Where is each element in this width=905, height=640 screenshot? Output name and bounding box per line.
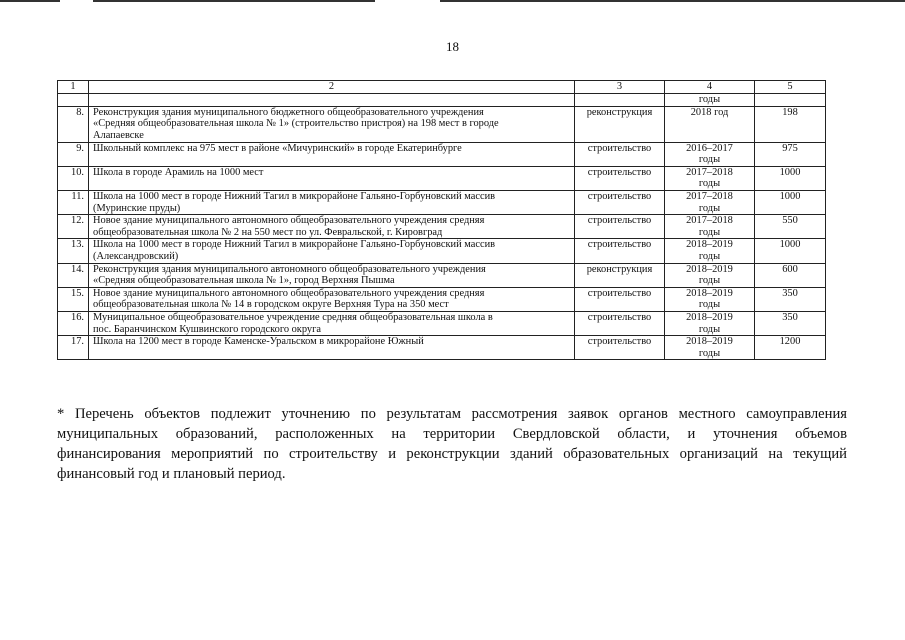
footnote-line: * Перечень объектов подлежит уточнению по результатам рассмотрения заявок органов местного самоуправления bbox=[57, 406, 847, 422]
table-header-row bbox=[58, 81, 826, 94]
object-name bbox=[89, 311, 575, 335]
object-name bbox=[89, 336, 575, 360]
implementation-years bbox=[665, 336, 755, 360]
column-capacity-header: 5 bbox=[755, 81, 826, 94]
object-name-line: Муниципальное общеобразовательное учреждение средняя общеобразовательная школа в bbox=[93, 311, 493, 323]
footnote-line: муниципальных образований, расположенных на территории Свердловской области, и уточнения объемов bbox=[57, 426, 847, 442]
object-name-line: Школа на 1000 мест в городе Нижний Тагил в микрорайоне Гальяно-Горбуновский массив bbox=[93, 190, 496, 202]
capacity: 1000 bbox=[755, 190, 826, 214]
table-row bbox=[58, 263, 826, 287]
school-objects-table bbox=[57, 80, 826, 360]
implementation-years bbox=[665, 311, 755, 335]
footnote-line: финансовый год и плановый период. bbox=[57, 466, 286, 482]
work-type: строительство bbox=[575, 166, 665, 190]
work-type: строительство bbox=[575, 311, 665, 335]
scan-top-rule-mid bbox=[93, 0, 375, 2]
object-name-line: общеобразовательная школа № 14 в городском округе Верхняя Тура на 350 мест bbox=[93, 299, 449, 311]
years-line: 2018–2019 bbox=[686, 287, 733, 299]
years-line: годы bbox=[698, 154, 721, 166]
table-row bbox=[58, 287, 826, 311]
table-row bbox=[58, 239, 826, 263]
years-line: годы bbox=[698, 299, 721, 311]
implementation-years bbox=[665, 190, 755, 214]
object-name bbox=[89, 215, 575, 239]
object-name bbox=[89, 190, 575, 214]
object-name-line: (Муринские пруды) bbox=[93, 202, 181, 214]
row-number: 14. bbox=[58, 263, 89, 287]
table-row bbox=[58, 311, 826, 335]
scan-top-rule-right bbox=[440, 0, 905, 2]
years-line: годы bbox=[698, 202, 721, 214]
table-row bbox=[58, 142, 826, 166]
object-name bbox=[89, 287, 575, 311]
object-name-line: Алапаевске bbox=[93, 129, 144, 141]
implementation-years bbox=[665, 239, 755, 263]
row-number: 11. bbox=[58, 190, 89, 214]
work-type: строительство bbox=[575, 215, 665, 239]
object-name-line: Реконструкция здания муниципального автономного общеобразовательного учреждения bbox=[93, 263, 486, 275]
implementation-years bbox=[665, 106, 755, 142]
years-line: 2018–2019 bbox=[686, 336, 733, 348]
object-name-line: Школа на 1000 мест в городе Нижний Тагил в микрорайоне Гальяно-Горбуновский массив bbox=[93, 239, 496, 251]
scan-top-rule-left bbox=[0, 0, 60, 2]
capacity: 1200 bbox=[755, 336, 826, 360]
object-name bbox=[89, 239, 575, 263]
years-line: 2017–2018 bbox=[686, 166, 733, 178]
work-type: реконструкция bbox=[575, 106, 665, 142]
object-name-line: «Средняя общеобразовательная школа № 1» (строительство пристроя) на 198 мест в городе bbox=[93, 118, 499, 130]
work-type: строительство bbox=[575, 190, 665, 214]
footnote bbox=[57, 404, 847, 484]
object-name-line: общеобразовательная школа № 2 на 550 мест по ул. Февральской, г. Кировград bbox=[93, 226, 443, 238]
row-number: 10. bbox=[58, 166, 89, 190]
row-number: 8. bbox=[58, 106, 89, 142]
table-row bbox=[58, 190, 826, 214]
implementation-years bbox=[665, 263, 755, 287]
work-type: строительство bbox=[575, 142, 665, 166]
capacity: 1000 bbox=[755, 166, 826, 190]
years-line: 2018–2019 bbox=[686, 311, 733, 323]
years-line: годы bbox=[698, 250, 721, 262]
work-type: строительство bbox=[575, 336, 665, 360]
table-row bbox=[58, 166, 826, 190]
capacity: 350 bbox=[755, 287, 826, 311]
years-line: 2017–2018 bbox=[686, 190, 733, 202]
object-name-line: Школа в городе Арамиль на 1000 мест bbox=[93, 166, 264, 178]
years-line: годы bbox=[698, 323, 721, 335]
years-line: 2016–2017 bbox=[686, 142, 733, 154]
row-number: 15. bbox=[58, 287, 89, 311]
object-name bbox=[89, 106, 575, 142]
table-row bbox=[58, 106, 826, 142]
years-line: годы bbox=[698, 275, 721, 287]
object-name-line: Реконструкция здания муниципального бюджетного общеобразовательного учреждения bbox=[93, 106, 484, 118]
capacity: 350 bbox=[755, 311, 826, 335]
page-number: 18 bbox=[446, 39, 459, 54]
object-name bbox=[89, 263, 575, 287]
years-line: годы bbox=[698, 226, 721, 238]
years-line: 2017–2018 bbox=[686, 215, 733, 227]
object-name-line: Новое здание муниципального автономного общеобразовательного учреждения средняя bbox=[93, 287, 485, 299]
capacity: 198 bbox=[755, 106, 826, 142]
work-type: строительство bbox=[575, 287, 665, 311]
object-name bbox=[89, 142, 575, 166]
row-number: 13. bbox=[58, 239, 89, 263]
implementation-years bbox=[665, 142, 755, 166]
column-type-header: 3 bbox=[575, 81, 665, 94]
continuation-row bbox=[58, 94, 826, 107]
implementation-years bbox=[665, 166, 755, 190]
object-name-line: Школа на 1200 мест в городе Каменске-Уральском в микрорайоне Южный bbox=[93, 336, 424, 348]
object-name-line: Школьный комплекс на 975 мест в районе «Мичуринский» в городе Екатеринбурге bbox=[93, 142, 462, 154]
column-number-header: 1 bbox=[58, 81, 89, 94]
footnote-line: финансирования мероприятий по строительству и реконструкции зданий образовательных организаций на текущий bbox=[57, 446, 847, 462]
column-name-header: 2 bbox=[89, 81, 575, 94]
object-name-line: пос. Баранчинском Кушвинского городского округа bbox=[93, 323, 321, 335]
years-line: 2018–2019 bbox=[686, 239, 733, 251]
implementation-years bbox=[665, 215, 755, 239]
row-number: 12. bbox=[58, 215, 89, 239]
row-number: 17. bbox=[58, 336, 89, 360]
capacity: 975 bbox=[755, 142, 826, 166]
continuation-years: годы bbox=[665, 94, 755, 107]
years-line: 2018 год bbox=[690, 106, 729, 118]
object-name-line: Новое здание муниципального автономного общеобразовательного учреждения средняя bbox=[93, 215, 485, 227]
years-line: годы bbox=[698, 178, 721, 190]
years-line: 2018–2019 bbox=[686, 263, 733, 275]
object-name-line: (Александровский) bbox=[93, 250, 179, 262]
column-years-header: 4 bbox=[665, 81, 755, 94]
table-row bbox=[58, 336, 826, 360]
object-name-line: «Средняя общеобразовательная школа № 1», город Верхняя Пышма bbox=[93, 275, 395, 287]
implementation-years bbox=[665, 287, 755, 311]
row-number: 9. bbox=[58, 142, 89, 166]
object-name bbox=[89, 166, 575, 190]
table-row bbox=[58, 215, 826, 239]
capacity: 550 bbox=[755, 215, 826, 239]
row-number: 16. bbox=[58, 311, 89, 335]
work-type: реконструкция bbox=[575, 263, 665, 287]
work-type: строительство bbox=[575, 239, 665, 263]
capacity: 600 bbox=[755, 263, 826, 287]
capacity: 1000 bbox=[755, 239, 826, 263]
years-line: годы bbox=[698, 347, 721, 359]
